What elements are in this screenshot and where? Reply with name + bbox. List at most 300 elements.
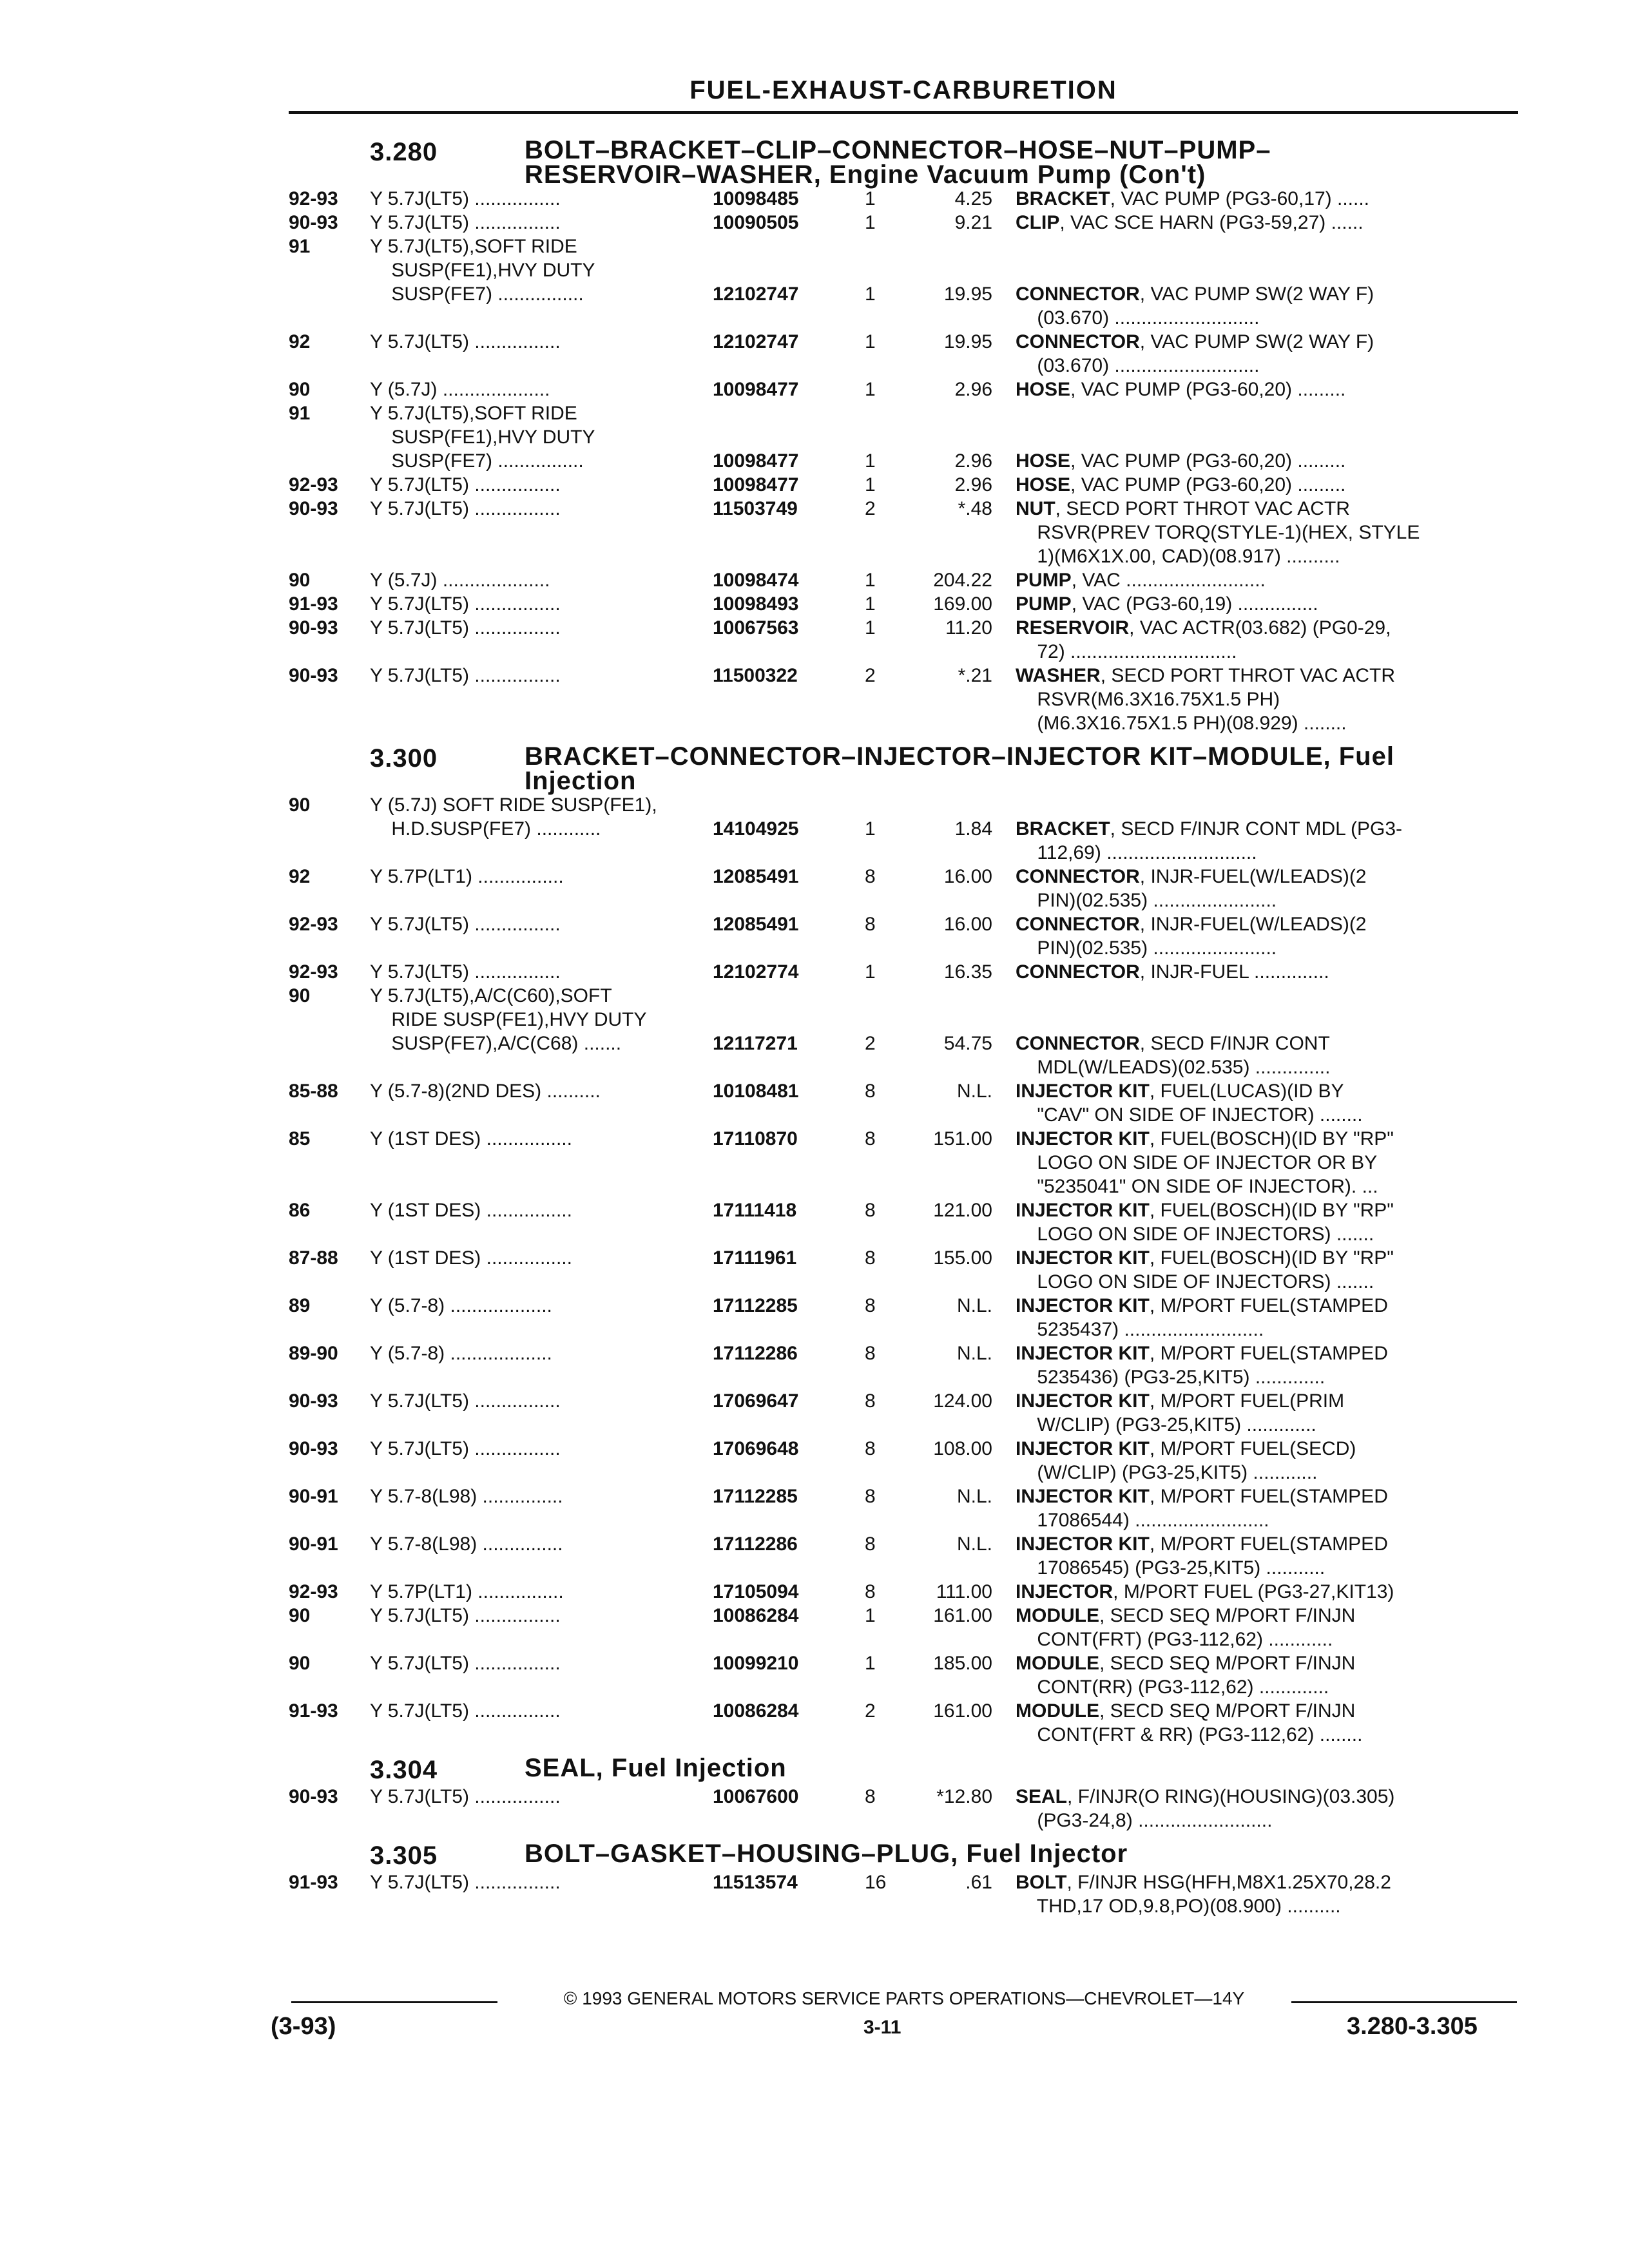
price: N.L. bbox=[956, 1486, 992, 1507]
price: 2.96 bbox=[954, 474, 992, 495]
application-line: Y 5.7J(LT5) ................ bbox=[370, 498, 561, 519]
model-years: 91-93 bbox=[289, 593, 338, 615]
part-row bbox=[289, 473, 1519, 497]
application-line: Y 5.7J(LT5) ................ bbox=[370, 1872, 561, 1893]
price: 161.00 bbox=[933, 1605, 992, 1626]
application-line: RIDE SUSP(FE1),HVY DUTY bbox=[370, 1009, 647, 1030]
model-years: 90 bbox=[289, 379, 311, 400]
part-row bbox=[289, 592, 1519, 616]
part-row bbox=[289, 1198, 1519, 1246]
footer-date: (3-93) bbox=[271, 2013, 336, 2040]
part-name bbox=[1016, 865, 1518, 912]
model-years: 90-93 bbox=[289, 1786, 338, 1807]
part-name-line: 1)(M6X1X.00, CAD)(08.917) .......... bbox=[1016, 546, 1340, 567]
quantity: 1 bbox=[865, 474, 876, 495]
quantity: 8 bbox=[865, 1081, 876, 1102]
application-desc bbox=[370, 1341, 713, 1389]
part-name-line: INJECTOR KIT, M/PORT FUEL(SECD) bbox=[1016, 1438, 1356, 1459]
model-years: 92-93 bbox=[289, 1581, 338, 1602]
quantity: 8 bbox=[865, 914, 876, 935]
section-title bbox=[525, 1756, 1465, 1785]
part-row bbox=[289, 378, 1519, 401]
part-number: 12085491 bbox=[713, 866, 799, 887]
section-heading bbox=[289, 744, 1519, 793]
part-number: 10098477 bbox=[713, 450, 799, 472]
price: 155.00 bbox=[933, 1247, 992, 1269]
part-name bbox=[1016, 1127, 1518, 1198]
model-years: 90-91 bbox=[289, 1486, 338, 1507]
part-name-line: WASHER, SECD PORT THROT VAC ACTR bbox=[1016, 665, 1395, 686]
model-years: 92-93 bbox=[289, 474, 338, 495]
quantity: 8 bbox=[865, 1786, 876, 1807]
page-header-title: FUEL-EXHAUST-CARBURETION bbox=[689, 76, 1117, 104]
part-name-line: PIN)(02.535) ....................... bbox=[1016, 937, 1277, 959]
part-number: 12102747 bbox=[713, 284, 799, 305]
application-desc bbox=[370, 664, 713, 735]
quantity: 2 bbox=[865, 498, 876, 519]
part-row bbox=[289, 1389, 1519, 1437]
quantity: 8 bbox=[865, 1247, 876, 1269]
part-row bbox=[289, 1580, 1519, 1604]
part-number: 10086284 bbox=[713, 1700, 799, 1722]
section-number: 3.304 bbox=[370, 1756, 438, 1784]
part-name bbox=[1016, 449, 1518, 473]
part-row bbox=[289, 793, 1519, 865]
part-name-line: INJECTOR KIT, FUEL(BOSCH)(ID BY "RP" bbox=[1016, 1200, 1394, 1221]
price: 1.84 bbox=[954, 818, 992, 840]
application-line: Y 5.7J(LT5) ................ bbox=[370, 914, 561, 935]
application-line: Y (1ST DES) ................ bbox=[370, 1128, 572, 1149]
model-years: 92 bbox=[289, 331, 311, 352]
part-name-line: BRACKET, SECD F/INJR CONT MDL (PG3- bbox=[1016, 818, 1403, 840]
application-desc bbox=[370, 616, 713, 664]
part-name-line: 72) ............................... bbox=[1016, 641, 1237, 662]
part-name-line: (03.670) ........................... bbox=[1016, 307, 1260, 329]
quantity: 8 bbox=[865, 1128, 876, 1149]
part-name-line: LOGO ON SIDE OF INJECTORS) ....... bbox=[1016, 1224, 1374, 1245]
model-years: 90 bbox=[289, 570, 311, 591]
part-number: 17112286 bbox=[713, 1343, 798, 1364]
part-name-line: LOGO ON SIDE OF INJECTORS) ....... bbox=[1016, 1271, 1374, 1293]
part-name bbox=[1016, 1341, 1518, 1389]
application-line: Y 5.7J(LT5) ................ bbox=[370, 961, 561, 983]
part-number: 11513574 bbox=[713, 1872, 798, 1893]
part-number: 10098477 bbox=[713, 474, 799, 495]
part-name-line: 112,69) ............................ bbox=[1016, 842, 1257, 863]
application-line: Y 5.7J(LT5) ................ bbox=[370, 331, 561, 352]
part-name bbox=[1016, 912, 1518, 960]
part-name bbox=[1016, 1580, 1518, 1604]
part-name-line: MODULE, SECD SEQ M/PORT F/INJN bbox=[1016, 1605, 1356, 1626]
part-row bbox=[289, 1246, 1519, 1294]
application-desc bbox=[370, 1198, 713, 1246]
quantity: 8 bbox=[865, 1295, 876, 1316]
part-name bbox=[1016, 616, 1518, 664]
part-name bbox=[1016, 664, 1518, 735]
quantity: 1 bbox=[865, 450, 876, 472]
price: N.L. bbox=[956, 1081, 992, 1102]
application-line: Y (5.7-8) ................... bbox=[370, 1295, 552, 1316]
application-desc bbox=[370, 1127, 713, 1198]
part-name bbox=[1016, 1032, 1518, 1079]
application-line: Y 5.7J(LT5) ................ bbox=[370, 188, 561, 209]
part-name bbox=[1016, 1699, 1518, 1747]
part-name bbox=[1016, 568, 1518, 592]
part-name bbox=[1016, 497, 1518, 568]
part-number: 10090505 bbox=[713, 212, 799, 233]
section-title bbox=[525, 1841, 1465, 1870]
model-years: 92 bbox=[289, 866, 311, 887]
quantity: 8 bbox=[865, 1200, 876, 1221]
part-name-line: SEAL, F/INJR(O RING)(HOUSING)(03.305) bbox=[1016, 1786, 1395, 1807]
model-years: 91-93 bbox=[289, 1872, 338, 1893]
part-row bbox=[289, 568, 1519, 592]
quantity: 1 bbox=[865, 284, 876, 305]
part-name-line: W/CLIP) (PG3-25,KIT5) ............. bbox=[1016, 1414, 1316, 1436]
quantity: 1 bbox=[865, 961, 876, 983]
section-heading bbox=[289, 138, 1519, 187]
part-name bbox=[1016, 1604, 1518, 1651]
part-name-line: PUMP, VAC (PG3-60,19) ............... bbox=[1016, 593, 1318, 615]
part-number: 17112286 bbox=[713, 1533, 798, 1555]
application-desc bbox=[370, 1389, 713, 1437]
application-desc bbox=[370, 187, 713, 211]
application-desc bbox=[370, 1246, 713, 1294]
application-desc bbox=[370, 1532, 713, 1580]
part-row bbox=[289, 1294, 1519, 1341]
part-name-line: CONNECTOR, VAC PUMP SW(2 WAY F) bbox=[1016, 331, 1374, 352]
part-name-line: BRACKET, VAC PUMP (PG3-60,17) ...... bbox=[1016, 188, 1370, 209]
model-years: 90-93 bbox=[289, 212, 338, 233]
part-row bbox=[289, 984, 1519, 1079]
part-name-line: INJECTOR KIT, FUEL(BOSCH)(ID BY "RP" bbox=[1016, 1247, 1394, 1269]
part-number: 10086284 bbox=[713, 1605, 799, 1626]
part-name-line: CLIP, VAC SCE HARN (PG3-59,27) ...... bbox=[1016, 212, 1364, 233]
part-name-line: MODULE, SECD SEQ M/PORT F/INJN bbox=[1016, 1700, 1356, 1722]
part-row bbox=[289, 211, 1519, 235]
part-name-line: 17086544) ......................... bbox=[1016, 1510, 1269, 1531]
price: 124.00 bbox=[933, 1390, 992, 1412]
application-line: Y 5.7J(LT5) ................ bbox=[370, 1438, 561, 1459]
part-row bbox=[289, 1785, 1519, 1832]
application-desc bbox=[370, 211, 713, 235]
price: 19.95 bbox=[943, 284, 992, 305]
quantity: 1 bbox=[865, 212, 876, 233]
part-name-line: BOLT, F/INJR HSG(HFH,M8X1.25X70,28.2 bbox=[1016, 1872, 1391, 1893]
part-number: 10098474 bbox=[713, 570, 799, 591]
quantity: 8 bbox=[865, 866, 876, 887]
part-name-line: "CAV" ON SIDE OF INJECTOR) ........ bbox=[1016, 1104, 1363, 1126]
price: 111.00 bbox=[936, 1581, 992, 1602]
application-desc bbox=[370, 912, 713, 960]
part-name-line: 5235436) (PG3-25,KIT5) ............. bbox=[1016, 1367, 1325, 1388]
quantity: 1 bbox=[865, 570, 876, 591]
part-row bbox=[289, 497, 1519, 568]
application-desc bbox=[370, 1580, 713, 1604]
price: 121.00 bbox=[933, 1200, 992, 1221]
part-name-line: (03.670) ........................... bbox=[1016, 355, 1260, 376]
application-line: Y 5.7P(LT1) ................ bbox=[370, 1581, 564, 1602]
price: 16.00 bbox=[943, 866, 992, 887]
section-title-line: Injection bbox=[525, 767, 637, 795]
application-line: Y 5.7J(LT5) ................ bbox=[370, 1390, 561, 1412]
part-row bbox=[289, 1699, 1519, 1747]
model-years: 91-93 bbox=[289, 1700, 338, 1722]
price: 19.95 bbox=[943, 331, 992, 352]
part-number: 10067600 bbox=[713, 1786, 799, 1807]
quantity: 1 bbox=[865, 331, 876, 352]
part-row bbox=[289, 912, 1519, 960]
part-name bbox=[1016, 1532, 1518, 1580]
model-years: 89 bbox=[289, 1295, 311, 1316]
model-years: 87-88 bbox=[289, 1247, 338, 1269]
part-name-line: "5235041" ON SIDE OF INJECTOR). ... bbox=[1016, 1176, 1378, 1197]
part-name bbox=[1016, 1389, 1518, 1437]
application-desc bbox=[370, 1604, 713, 1651]
section-number: 3.300 bbox=[370, 744, 438, 773]
footer-section-range: 3.280-3.305 bbox=[1347, 2013, 1478, 2040]
page-number: 3-11 bbox=[863, 2017, 901, 2038]
part-number: 12117271 bbox=[713, 1033, 798, 1054]
part-name bbox=[1016, 1294, 1518, 1341]
price: N.L. bbox=[956, 1295, 992, 1316]
price: 16.00 bbox=[943, 914, 992, 935]
part-name-line: CONNECTOR, INJR-FUEL .............. bbox=[1016, 961, 1329, 983]
part-number: 10098493 bbox=[713, 593, 799, 615]
part-name bbox=[1016, 1785, 1518, 1832]
price: 108.00 bbox=[933, 1438, 992, 1459]
part-name-line: CONT(FRT) (PG3-112,62) ............ bbox=[1016, 1629, 1333, 1650]
model-years: 90 bbox=[289, 985, 311, 1006]
part-number: 17111961 bbox=[713, 1247, 797, 1269]
part-row bbox=[289, 1341, 1519, 1389]
quantity: 8 bbox=[865, 1581, 876, 1602]
quantity: 1 bbox=[865, 379, 876, 400]
quantity: 1 bbox=[865, 1605, 876, 1626]
application-line: Y 5.7J(LT5),SOFT RIDE bbox=[370, 236, 577, 257]
price: *12.80 bbox=[936, 1786, 992, 1807]
quantity: 8 bbox=[865, 1390, 876, 1412]
price: 2.96 bbox=[954, 450, 992, 472]
price: N.L. bbox=[956, 1533, 992, 1555]
application-line: SUSP(FE1),HVY DUTY bbox=[370, 260, 595, 281]
part-number: 17105094 bbox=[713, 1581, 799, 1602]
part-name bbox=[1016, 282, 1518, 330]
model-years: 92-93 bbox=[289, 188, 338, 209]
part-name-line: (W/CLIP) (PG3-25,KIT5) ............ bbox=[1016, 1462, 1318, 1483]
application-line: Y (1ST DES) ................ bbox=[370, 1200, 572, 1221]
part-name bbox=[1016, 1437, 1518, 1485]
model-years: 90 bbox=[289, 1653, 311, 1674]
part-name-line: INJECTOR, M/PORT FUEL (PG3-27,KIT13) bbox=[1016, 1581, 1394, 1602]
part-name bbox=[1016, 1651, 1518, 1699]
price: *.48 bbox=[958, 498, 992, 519]
price: 169.00 bbox=[933, 593, 992, 615]
part-number: 10098485 bbox=[713, 188, 799, 209]
part-row bbox=[289, 664, 1519, 735]
application-desc bbox=[370, 984, 713, 1079]
part-name-line: 17086545) (PG3-25,KIT5) ........... bbox=[1016, 1557, 1325, 1579]
application-line: H.D.SUSP(FE7) ............ bbox=[370, 818, 601, 840]
part-name bbox=[1016, 1246, 1518, 1294]
part-name bbox=[1016, 378, 1518, 401]
part-name-line: INJECTOR KIT, M/PORT FUEL(STAMPED bbox=[1016, 1533, 1388, 1555]
price: 16.35 bbox=[943, 961, 992, 983]
part-name bbox=[1016, 1079, 1518, 1127]
part-name-line: HOSE, VAC PUMP (PG3-60,20) ......... bbox=[1016, 474, 1346, 495]
part-name-line: (M6.3X16.75X1.5 PH)(08.929) ........ bbox=[1016, 713, 1347, 734]
part-name-line: INJECTOR KIT, M/PORT FUEL(STAMPED bbox=[1016, 1343, 1388, 1364]
part-number: 17110870 bbox=[713, 1128, 798, 1149]
application-line: Y 5.7P(LT1) ................ bbox=[370, 866, 564, 887]
part-number: 14104925 bbox=[713, 818, 799, 840]
model-years: 85-88 bbox=[289, 1081, 338, 1102]
part-name-line: INJECTOR KIT, M/PORT FUEL(STAMPED bbox=[1016, 1486, 1388, 1507]
application-line: Y 5.7-8(L98) ............... bbox=[370, 1533, 563, 1555]
part-number: 10067563 bbox=[713, 617, 799, 639]
price: 204.22 bbox=[933, 570, 992, 591]
part-name-line: INJECTOR KIT, FUEL(LUCAS)(ID BY bbox=[1016, 1081, 1344, 1102]
price: .61 bbox=[965, 1872, 992, 1893]
part-name bbox=[1016, 211, 1518, 235]
model-years: 90-93 bbox=[289, 498, 338, 519]
application-line: Y 5.7J(LT5) ................ bbox=[370, 1605, 561, 1626]
model-years: 91 bbox=[289, 236, 311, 257]
application-line: Y 5.7J(LT5),SOFT RIDE bbox=[370, 403, 577, 424]
application-desc bbox=[370, 1870, 713, 1918]
part-number: 12102747 bbox=[713, 331, 799, 352]
application-desc bbox=[370, 1651, 713, 1699]
part-name-line: INJECTOR KIT, M/PORT FUEL(STAMPED bbox=[1016, 1295, 1388, 1316]
part-row bbox=[289, 1604, 1519, 1651]
application-line: Y (5.7-8) ................... bbox=[370, 1343, 552, 1364]
application-line: Y (5.7J) .................... bbox=[370, 570, 550, 591]
quantity: 2 bbox=[865, 1700, 876, 1722]
part-number: 11500322 bbox=[713, 665, 798, 686]
part-number: 10098477 bbox=[713, 379, 799, 400]
application-line: Y (5.7-8)(2ND DES) .......... bbox=[370, 1081, 601, 1102]
model-years: 90 bbox=[289, 794, 311, 816]
application-line: Y 5.7J(LT5) ................ bbox=[370, 665, 561, 686]
price: 4.25 bbox=[954, 188, 992, 209]
quantity: 16 bbox=[865, 1872, 887, 1893]
application-desc bbox=[370, 568, 713, 592]
part-name bbox=[1016, 960, 1518, 984]
model-years: 85 bbox=[289, 1128, 311, 1149]
part-row bbox=[289, 1437, 1519, 1485]
part-row bbox=[289, 187, 1519, 211]
price: 9.21 bbox=[954, 212, 992, 233]
model-years: 90-93 bbox=[289, 665, 338, 686]
quantity: 8 bbox=[865, 1438, 876, 1459]
section-number: 3.305 bbox=[370, 1841, 438, 1870]
parts-listing bbox=[289, 129, 1519, 1918]
application-desc bbox=[370, 401, 713, 473]
price: 161.00 bbox=[933, 1700, 992, 1722]
part-name-line: RSVR(PREV TORQ(STYLE-1)(HEX, STYLE bbox=[1016, 522, 1420, 543]
quantity: 1 bbox=[865, 593, 876, 615]
application-desc bbox=[370, 865, 713, 912]
application-desc bbox=[370, 235, 713, 330]
application-desc bbox=[370, 497, 713, 568]
application-line: Y 5.7-8(L98) ............... bbox=[370, 1486, 563, 1507]
application-desc bbox=[370, 330, 713, 378]
part-row bbox=[289, 1651, 1519, 1699]
part-name bbox=[1016, 1485, 1518, 1532]
model-years: 91 bbox=[289, 403, 311, 424]
application-desc bbox=[370, 473, 713, 497]
part-number: 17069647 bbox=[713, 1390, 799, 1412]
model-years: 90 bbox=[289, 1605, 311, 1626]
section-heading bbox=[289, 1841, 1519, 1870]
part-number: 11503749 bbox=[713, 498, 798, 519]
part-name-line: PIN)(02.535) ....................... bbox=[1016, 890, 1277, 911]
application-line: Y (1ST DES) ................ bbox=[370, 1247, 572, 1269]
section-title bbox=[525, 744, 1465, 793]
part-name bbox=[1016, 330, 1518, 378]
part-name-line: CONT(FRT & RR) (PG3-112,62) ........ bbox=[1016, 1724, 1363, 1745]
quantity: 8 bbox=[865, 1343, 876, 1364]
part-name-line: CONNECTOR, SECD F/INJR CONT bbox=[1016, 1033, 1330, 1054]
section-title-line: BRACKET–CONNECTOR–INJECTOR–INJECTOR KIT–MODULE, Fuel bbox=[525, 742, 1394, 771]
quantity: 1 bbox=[865, 818, 876, 840]
part-name bbox=[1016, 1198, 1518, 1246]
application-line: Y 5.7J(LT5) ................ bbox=[370, 1700, 561, 1722]
application-desc bbox=[370, 960, 713, 984]
part-number: 17069648 bbox=[713, 1438, 799, 1459]
part-name-line: RESERVOIR, VAC ACTR(03.682) (PG0-29, bbox=[1016, 617, 1391, 639]
part-name-line: RSVR(M6.3X16.75X1.5 PH) bbox=[1016, 689, 1280, 710]
application-desc bbox=[370, 1294, 713, 1341]
application-desc bbox=[370, 592, 713, 616]
part-name-line: PUMP, VAC .......................... bbox=[1016, 570, 1266, 591]
section-heading bbox=[289, 1756, 1519, 1785]
application-line: Y (5.7J) .................... bbox=[370, 379, 550, 400]
application-line: Y 5.7J(LT5) ................ bbox=[370, 593, 561, 615]
price: N.L. bbox=[956, 1343, 992, 1364]
part-name-line: HOSE, VAC PUMP (PG3-60,20) ......... bbox=[1016, 450, 1346, 472]
part-name-line: CONNECTOR, INJR-FUEL(W/LEADS)(2 bbox=[1016, 914, 1367, 935]
application-desc bbox=[370, 793, 713, 865]
application-line: SUSP(FE7),A/C(C68) ....... bbox=[370, 1033, 622, 1054]
part-name-line: 5235437) .......................... bbox=[1016, 1319, 1264, 1340]
price: *.21 bbox=[958, 665, 992, 686]
part-name bbox=[1016, 473, 1518, 497]
part-row bbox=[289, 960, 1519, 984]
part-row bbox=[289, 616, 1519, 664]
part-row bbox=[289, 1532, 1519, 1580]
part-number: 12102774 bbox=[713, 961, 799, 983]
application-line: Y 5.7J(LT5) ................ bbox=[370, 1786, 561, 1807]
application-line: SUSP(FE1),HVY DUTY bbox=[370, 427, 595, 448]
quantity: 8 bbox=[865, 1533, 876, 1555]
part-name bbox=[1016, 187, 1518, 211]
part-row bbox=[289, 1485, 1519, 1532]
price: 54.75 bbox=[943, 1033, 992, 1054]
quantity: 2 bbox=[865, 1033, 876, 1054]
model-years: 90-93 bbox=[289, 617, 338, 639]
part-name bbox=[1016, 817, 1518, 865]
price: 185.00 bbox=[933, 1653, 992, 1674]
application-line: SUSP(FE7) ................ bbox=[370, 284, 584, 305]
model-years: 90-93 bbox=[289, 1390, 338, 1412]
section-title-line: BOLT–GASKET–HOUSING–PLUG, Fuel Injector bbox=[525, 1840, 1128, 1868]
quantity: 1 bbox=[865, 617, 876, 639]
part-number: 10108481 bbox=[713, 1081, 799, 1102]
application-line: Y 5.7J(LT5) ................ bbox=[370, 212, 561, 233]
part-name-line: CONNECTOR, VAC PUMP SW(2 WAY F) bbox=[1016, 284, 1374, 305]
section-title-line: RESERVOIR–WASHER, Engine Vacuum Pump (Con't) bbox=[525, 160, 1206, 189]
